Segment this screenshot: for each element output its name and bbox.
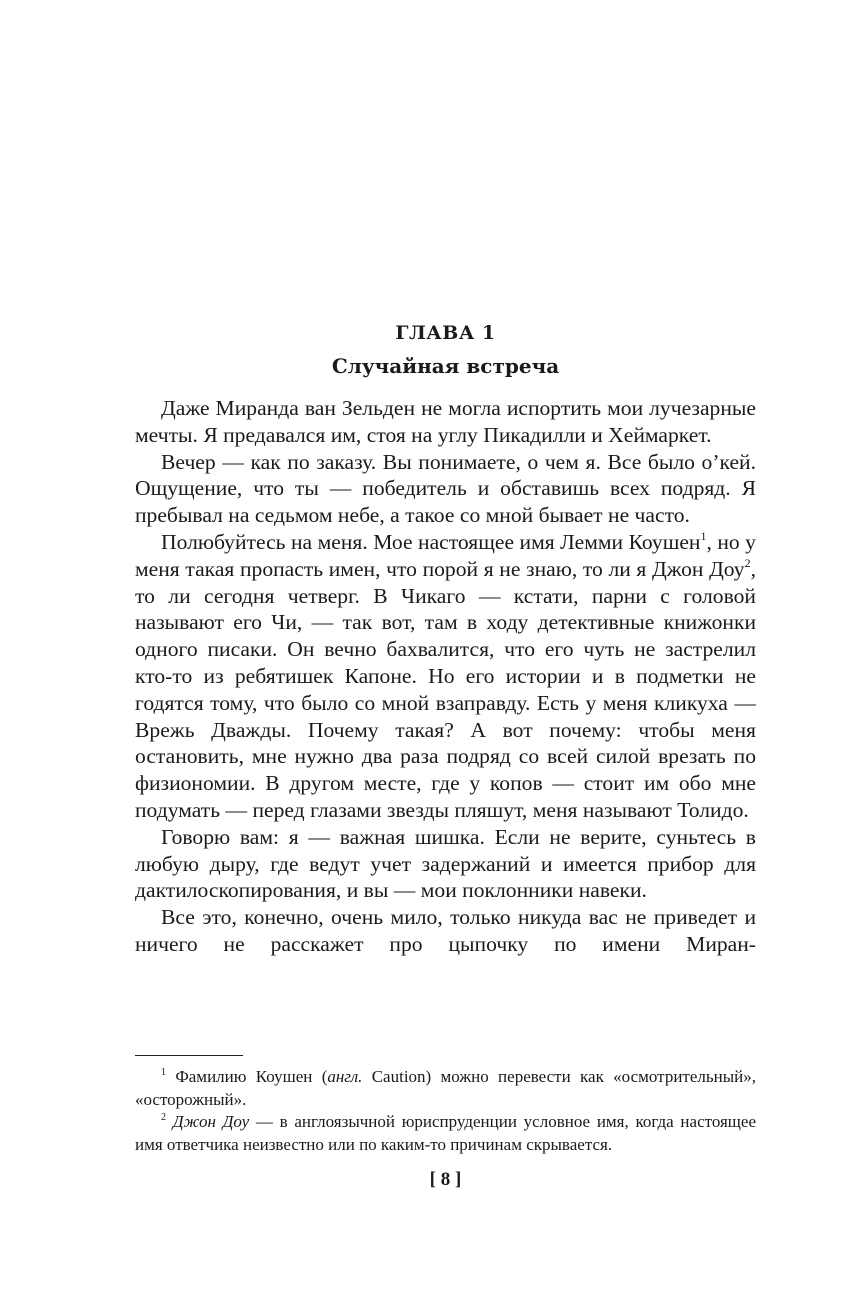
page-number: [ 8 ] bbox=[429, 1169, 462, 1190]
footnote-2 bbox=[135, 1111, 756, 1156]
book-page bbox=[135, 0, 756, 1299]
footnote-2-emphasis: Джон Доу bbox=[166, 1112, 250, 1131]
footnote-1 bbox=[135, 1066, 756, 1111]
footnote-ref-2: 2 bbox=[744, 555, 751, 570]
footnote-1-text-2: Caution) можно перевести как «осмотрительный», «осторожный». bbox=[135, 1067, 756, 1109]
footnote-1-emphasis: англ. bbox=[327, 1067, 363, 1086]
footnote-2-text: — в англоязычной юриспруденции условное имя, когда настоящее имя ответчика неизвестно или по каким-то причинам скрывается. bbox=[135, 1112, 756, 1154]
paragraph-5: Все это, конечно, очень мило, только никуда вас не приведет и ничего не расскажет про цыпочку по имени Миран- bbox=[135, 905, 756, 956]
chapter-body bbox=[135, 395, 756, 958]
chapter-title: Случайная встреча bbox=[331, 354, 560, 378]
paragraph-1: Даже Миранда ван Зельден не могла испортить мои лучезарные мечты. Я предавался им, стоя на углу Пикадилли и Хеймаркет. bbox=[135, 396, 756, 447]
paragraph-3 bbox=[135, 529, 756, 824]
paragraph-3-text-3: , то ли сегодня четверг. В Чикаго — кстати, парни с головой называют его Чи, — так вот, там в ходу детективные книжонки одного писаки. Он вечно бахвалится, что его чуть не застрелил кто-то из ребятишек Капоне. Но его истории и в подметки не годятся тому, что было со мной взаправду. Есть у меня кликуха — Врежь Дважды. Почему такая? А вот почему: чтобы меня остановить, мне нужно два раза подряд со всей силой врезать по физиономии. В другом месте, где у копов — стоит им обо мне подумать — перед глазами звезды пляшут, меня называют Толидо. bbox=[135, 556, 756, 822]
footnote-2-mark: 2 bbox=[161, 1112, 166, 1123]
footnote-ref-1: 1 bbox=[700, 528, 707, 543]
paragraph-4: Говорю вам: я — важная шишка. Если не верите, суньтесь в любую дыру, где ведут учет задержаний и имеется прибор для дактилоскопирования, и вы — мои поклонники навеки. bbox=[135, 824, 756, 903]
paragraph-3-text-1: Полюбуйтесь на меня. Мое настоящее имя Лемми Коушен bbox=[161, 529, 701, 554]
footnotes bbox=[135, 1066, 756, 1156]
chapter-number: ГЛАВА 1 bbox=[395, 322, 496, 344]
footnote-1-mark: 1 bbox=[161, 1067, 166, 1078]
footnote-1-text-1: Фамилию Коушен ( bbox=[166, 1067, 328, 1086]
paragraph-3-text-2: , но у меня такая пропасть имен, что порой я не знаю, то ли я Джон Доу bbox=[135, 529, 756, 581]
footnote-divider bbox=[135, 1055, 243, 1056]
paragraph-2: Вечер — как по заказу. Вы понимаете, о чем я. Все было о’кей. Ощущение, что ты — победитель и обставишь всех подряд. Я пребывал на седьмом небе, а такое со мной бывает не часто. bbox=[135, 449, 756, 528]
